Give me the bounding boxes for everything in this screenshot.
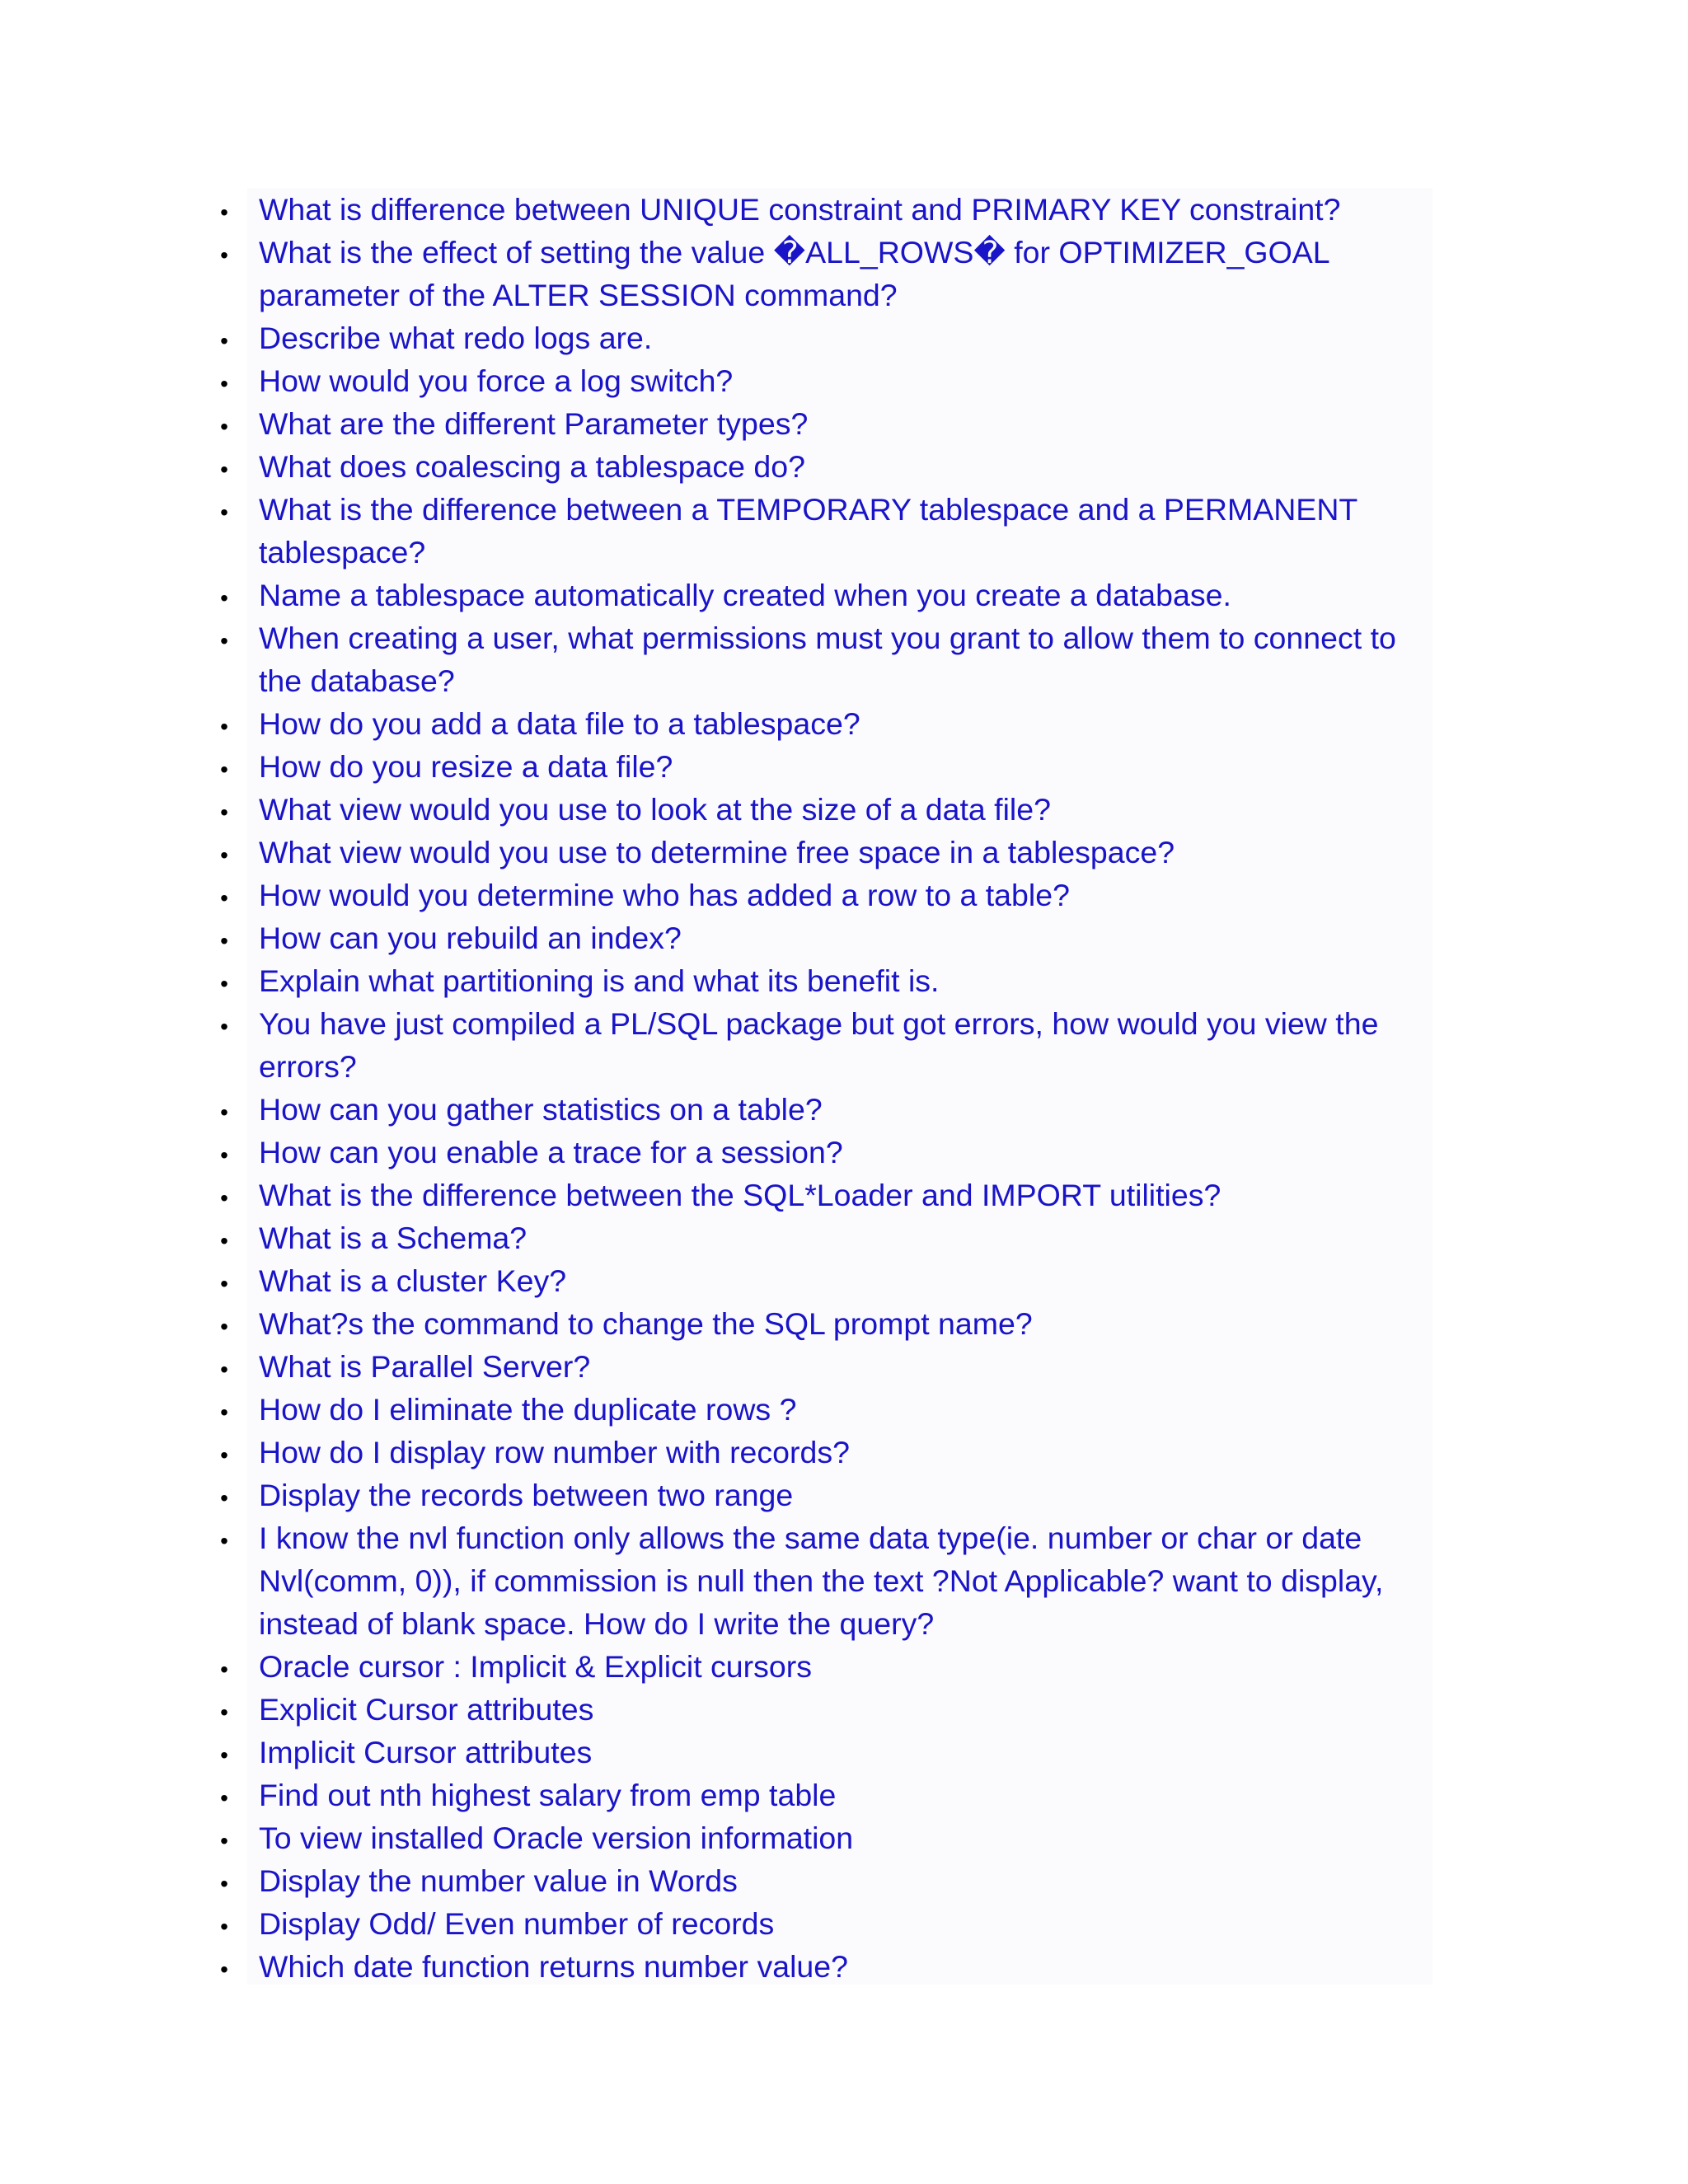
bullet-icon: • [220,842,228,868]
question-text: When creating a user, what permissions must you grant to allow them to connect to the database? [259,621,1396,698]
bullet-icon: • [220,1742,228,1768]
bullet-icon: • [220,1399,228,1425]
question-item [0,1431,1439,1474]
bullet-icon: • [220,1957,228,1982]
question-text: Display the number value in Words [259,1863,738,1898]
question-text: Name a tablespace automatically created when you create a database. [259,578,1231,612]
question-text: Oracle cursor : Implicit & Explicit cursors [259,1649,812,1684]
question-item [0,616,1439,702]
question-item [0,1774,1439,1816]
bullet-icon: • [220,457,228,482]
question-text: What view would you use to look at the size of a data file? [259,792,1051,827]
question-text: What is difference between UNIQUE constraint and PRIMARY KEY constraint? [259,192,1341,227]
bullet-icon: • [220,928,228,954]
question-text: What is the difference between the SQL*Loader and IMPORT utilities? [259,1178,1221,1212]
question-item [0,1816,1439,1859]
question-text: Describe what redo logs are. [259,321,653,355]
bullet-icon: • [220,1185,228,1211]
bullet-icon: • [220,1785,228,1811]
bullet-icon: • [220,1314,228,1339]
question-item [0,745,1439,788]
question-text: How would you determine who has added a row to a table? [259,878,1070,912]
question-item [0,1688,1439,1731]
question-item [0,574,1439,616]
question-text: To view installed Oracle version information [259,1821,854,1855]
question-text: Explicit Cursor attributes [259,1692,594,1727]
question-text: What is the difference between a TEMPORARY tablespace and a PERMANENT tablespace? [259,492,1357,569]
bullet-icon: • [220,371,228,396]
question-item [0,1645,1439,1688]
bullet-icon: • [220,1228,228,1254]
question-item [0,316,1439,359]
question-item [0,1516,1439,1645]
bullet-icon: • [220,1871,228,1896]
question-text: What is a cluster Key? [259,1263,567,1298]
question-text: What view would you use to determine free space in a tablespace? [259,835,1175,869]
bullet-icon: • [220,1485,228,1511]
bullet-icon: • [220,799,228,825]
question-text: Explain what partitioning is and what its benefit is. [259,963,940,998]
question-text: What?s the command to change the SQL prompt name? [259,1306,1033,1341]
question-item [0,1345,1439,1388]
question-item [0,488,1439,574]
question-item [0,1388,1439,1431]
bullet-icon: • [220,1357,228,1382]
question-text: How do you resize a data file? [259,749,673,784]
question-item [0,445,1439,488]
question-item [0,1088,1439,1131]
bullet-icon: • [220,1442,228,1468]
question-item [0,788,1439,831]
question-item [0,1474,1439,1516]
bullet-icon: • [220,1699,228,1725]
question-item [0,831,1439,874]
question-item [0,874,1439,916]
question-item [0,1945,1439,1988]
question-item [0,1174,1439,1216]
question-item [0,1131,1439,1174]
question-item [0,359,1439,402]
question-item [0,702,1439,745]
bullet-icon: • [220,499,228,525]
question-text: What is Parallel Server? [259,1349,591,1384]
question-text: How would you force a log switch? [259,363,734,398]
question-text: How can you gather statistics on a table? [259,1092,823,1127]
bullet-icon: • [220,1142,228,1168]
question-item [0,1259,1439,1302]
question-text: Implicit Cursor attributes [259,1735,593,1769]
question-text: You have just compiled a PL/SQL package but got errors, how would you view the errors? [259,1006,1379,1084]
question-text: What does coalescing a tablespace do? [259,449,805,484]
bullet-icon: • [220,414,228,439]
bullet-icon: • [220,242,228,268]
question-item [0,1902,1439,1945]
question-text: How can you rebuild an index? [259,921,682,955]
bullet-icon: • [220,1528,228,1554]
bullet-icon: • [220,1828,228,1854]
question-text: What is the effect of setting the value �ALL_ROWS� for OPTIMIZER_GOAL parameter of the ALTER SESSION command? [259,235,1329,312]
bullet-icon: • [220,971,228,996]
question-text: What is a Schema? [259,1221,528,1255]
bullet-icon: • [220,1914,228,1939]
question-item [0,402,1439,445]
bullet-icon: • [220,885,228,911]
question-text: What are the different Parameter types? [259,406,809,441]
bullet-icon: • [220,1657,228,1682]
question-text: Display the records between two range [259,1478,794,1512]
bullet-icon: • [220,714,228,739]
bullet-icon: • [220,1014,228,1039]
question-text: Which date function returns number value? [259,1949,848,1984]
bullet-icon: • [220,199,228,225]
question-item [0,1216,1439,1259]
question-item [0,916,1439,959]
question-text: How can you enable a trace for a session? [259,1135,843,1169]
question-item [0,1731,1439,1774]
question-text: How do I display row number with records? [259,1435,850,1469]
question-text: Find out nth highest salary from emp table [259,1778,837,1812]
bullet-icon: • [220,1271,228,1296]
question-item [0,188,1439,231]
bullet-icon: • [220,628,228,654]
question-list [0,188,1439,1988]
question-item [0,231,1439,316]
question-text: I know the nvl function only allows the same data type(ie. number or char or date Nvl(comm, 0)), if commission is null then the text ?Not Applicable? want to display, instead of blank space. How do I write the query? [259,1521,1384,1641]
question-item [0,1302,1439,1345]
question-item [0,1859,1439,1902]
bullet-icon: • [220,757,228,782]
bullet-icon: • [220,1099,228,1125]
question-item [0,1002,1439,1088]
question-text: How do you add a data file to a tablespace? [259,706,860,741]
question-text: Display Odd/ Even number of records [259,1906,775,1941]
question-item [0,959,1439,1002]
bullet-icon: • [220,585,228,611]
question-text: How do I eliminate the duplicate rows ? [259,1392,797,1427]
bullet-icon: • [220,328,228,354]
